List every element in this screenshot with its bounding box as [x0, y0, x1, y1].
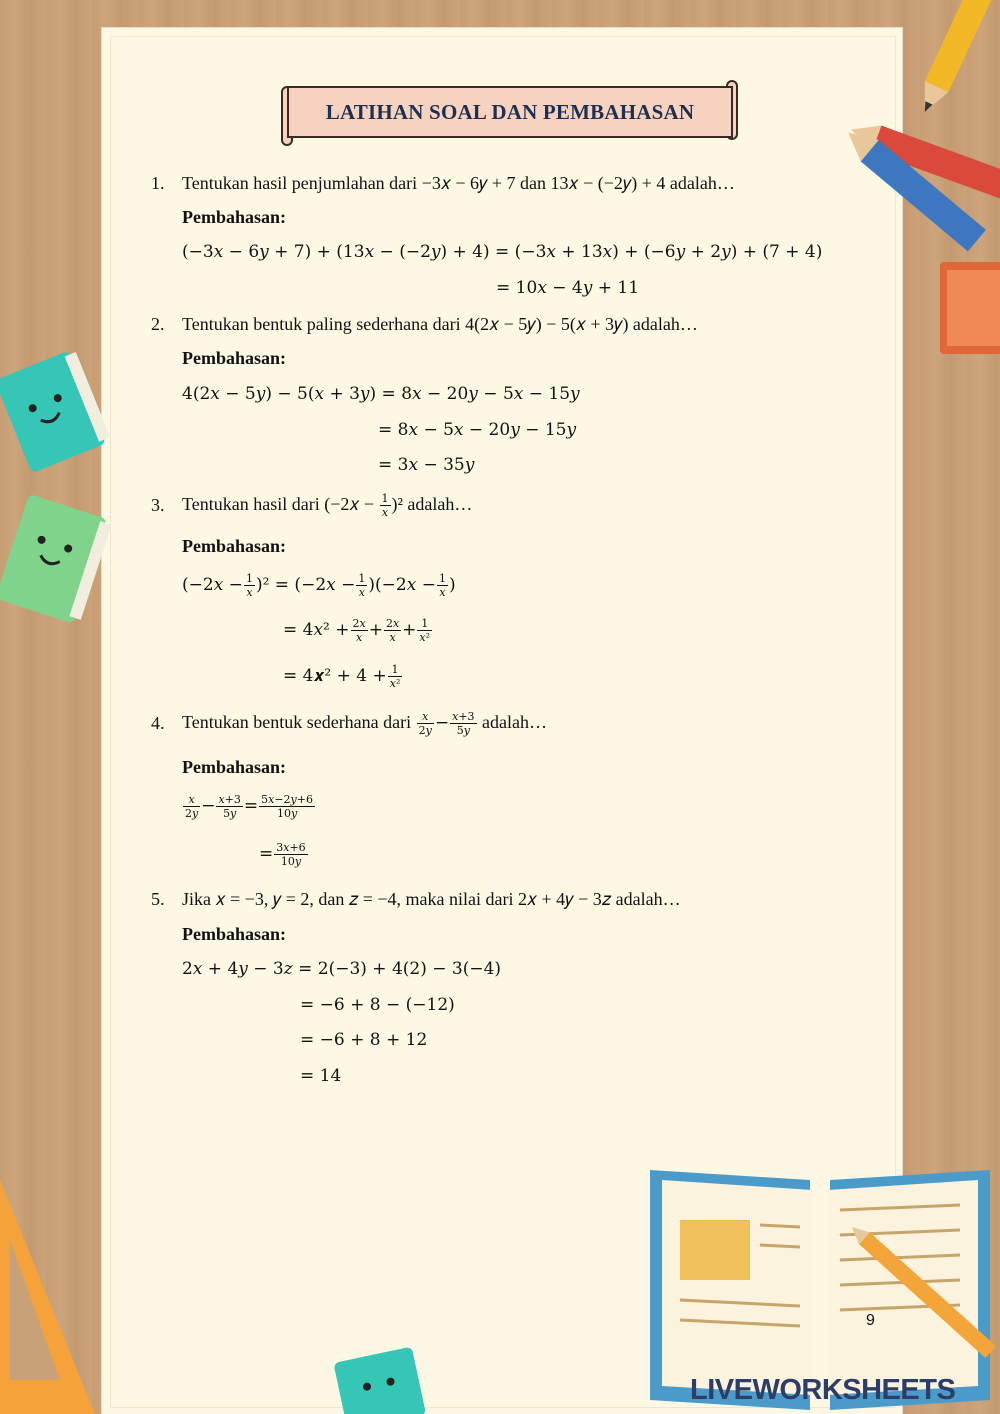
q4-line-2: = $\frac{\text{3𝑥+6}}{\text{10𝑦}}$ [259, 841, 306, 868]
q1-solution-label: Pembahasan: [182, 207, 287, 227]
page-number: 9 [866, 1312, 875, 1329]
q4-solution-label: Pembahasan: [182, 757, 287, 777]
q1-line-1: (−3𝑥 − 6𝑦 + 7) + (13𝑥 − (−2𝑦) + 4) = (−3𝑥 + 13𝑥) + (−6𝑦 + 2𝑦) + (7 + 4) [182, 242, 823, 262]
q3-solution-label: Pembahasan: [182, 536, 287, 556]
title-banner [287, 86, 733, 138]
q1-number: 1. [151, 173, 165, 193]
q2-line-3: = 3𝑥 − 35𝑦 [378, 455, 475, 475]
fraction-2x-over-x: $\frac{\text{2𝑥}}{\text{𝑥}}$ [352, 617, 366, 644]
q1-line-2: = 10𝑥 − 4𝑦 + 11 [496, 278, 640, 298]
pencils-illustration [835, 0, 1000, 360]
q2-solution-label: Pembahasan: [182, 348, 287, 368]
q5-line-3: = −6 + 8 + 12 [300, 1030, 428, 1050]
fraction-2x-over-x: $\frac{\text{2𝑥}}{\text{𝑥}}$ [385, 617, 400, 644]
q4-line-1: $\frac{\text{𝑥}}{\text{2𝑦}}$ − $\frac{\text{𝑥+3}}{\text{5𝑦}}$ = $\frac{\text{5𝑥−2𝑦+6}}{\text{10𝑦}}$ [185, 793, 313, 820]
q3-number: 3. [151, 495, 165, 515]
q2-question: Tentukan bentuk paling sederhana dari 4(2𝑥 − 5𝑦) − 5(𝑥 + 3𝑦) adalah… [182, 314, 698, 334]
fraction-1-over-x-squared: $\frac{1}{\text{𝑥²}}$ [389, 663, 401, 690]
q2-line-1: 4(2𝑥 − 5𝑦) − 5(𝑥 + 3𝑦) = 8𝑥 − 20𝑦 − 5𝑥 − 15𝑦 [182, 384, 580, 404]
q5-line-2: = −6 + 8 − (−12) [300, 995, 455, 1015]
fraction-1-over-x: $\frac{1}{\text{𝑥}}$ [381, 492, 389, 520]
q3-line-1: (−2𝑥 − $\frac{1}{\text{𝑥}}$ )² = (−2𝑥 − $\frac{1}{\text{𝑥}}$ )(−2𝑥 − $\frac{1}{\text{𝑥}}$ ) [182, 572, 456, 599]
q5-number: 5. [151, 889, 165, 909]
fraction-x-plus-3-over-5y: $\frac{\text{𝑥+3}}{\text{5𝑦}}$ [218, 793, 241, 820]
q3-line-3: = 4𝒙² + 4 + $\frac{1}{\text{𝑥²}}$ [283, 663, 401, 690]
q5-line-4: = 14 [300, 1066, 342, 1086]
fraction-1-over-x: $\frac{1}{\text{𝑥}}$ [245, 572, 253, 599]
q4-question: Tentukan bentuk sederhana dari $\frac{\text{𝑥}}{\text{2𝑦}}$ − $\frac{\text{𝑥+3}}{\text{5𝑦}}$ adalah… [182, 710, 548, 738]
book-character-illustration [0, 330, 120, 650]
small-book-character-illustration [330, 1340, 440, 1414]
fraction-result-1: $\frac{\text{5𝑥−2𝑦+6}}{\text{10𝑦}}$ [261, 793, 313, 820]
q5-solution-label: Pembahasan: [182, 924, 287, 944]
fraction-1-over-x-squared: $\frac{1}{\text{𝑥²}}$ [419, 617, 431, 644]
q3-line-2: = 4𝑥² + $\frac{\text{2𝑥}}{\text{𝑥}}$ + $\frac{\text{2𝑥}}{\text{𝑥}}$ + $\frac{1}{\text{𝑥²}}$ [283, 617, 431, 644]
fraction-x-over-2y: $\frac{\text{𝑥}}{\text{2𝑦}}$ [185, 793, 199, 820]
page-title: LATIHAN SOAL DAN PEMBAHASAN [325, 99, 695, 124]
fraction-x-plus-3-over-5y: $\frac{\text{𝑥+3}}{\text{5𝑦}}$ [452, 710, 475, 738]
q5-line-1: 2𝑥 + 4𝑦 − 3𝑧 = 2(−3) + 4(2) − 3(−4) [182, 959, 502, 979]
fraction-x-over-2y: $\frac{\text{𝑥}}{\text{2𝑦}}$ [418, 710, 432, 738]
fraction-result-2: $\frac{\text{3𝑥+6}}{\text{10𝑦}}$ [276, 841, 306, 868]
q2-line-2: = 8𝑥 − 5𝑥 − 20𝑦 − 15𝑦 [378, 420, 577, 440]
liveworksheets-logo: LIVEWORKSHEETS [690, 1374, 956, 1406]
q5-question: Jika 𝑥 = −3, 𝑦 = 2, dan 𝑧 = −4, maka nilai dari 2𝑥 + 4𝑦 − 3𝑧 adalah… [182, 889, 681, 909]
ruler-triangle-illustration [0, 1180, 110, 1414]
q1-question: Tentukan hasil penjumlahan dari −3𝑥 − 6𝑦 + 7 dan 13𝑥 − (−2𝑦) + 4 adalah… [182, 173, 735, 193]
fraction-1-over-x: $\frac{1}{\text{𝑥}}$ [358, 572, 366, 599]
q4-number: 4. [151, 713, 165, 733]
fraction-1-over-x: $\frac{1}{\text{𝑥}}$ [438, 572, 446, 599]
q3-question: Tentukan hasil dari (−2𝑥 − $\frac{1}{\text{𝑥}}$ )² adalah… [182, 492, 473, 520]
q2-number: 2. [151, 314, 165, 334]
